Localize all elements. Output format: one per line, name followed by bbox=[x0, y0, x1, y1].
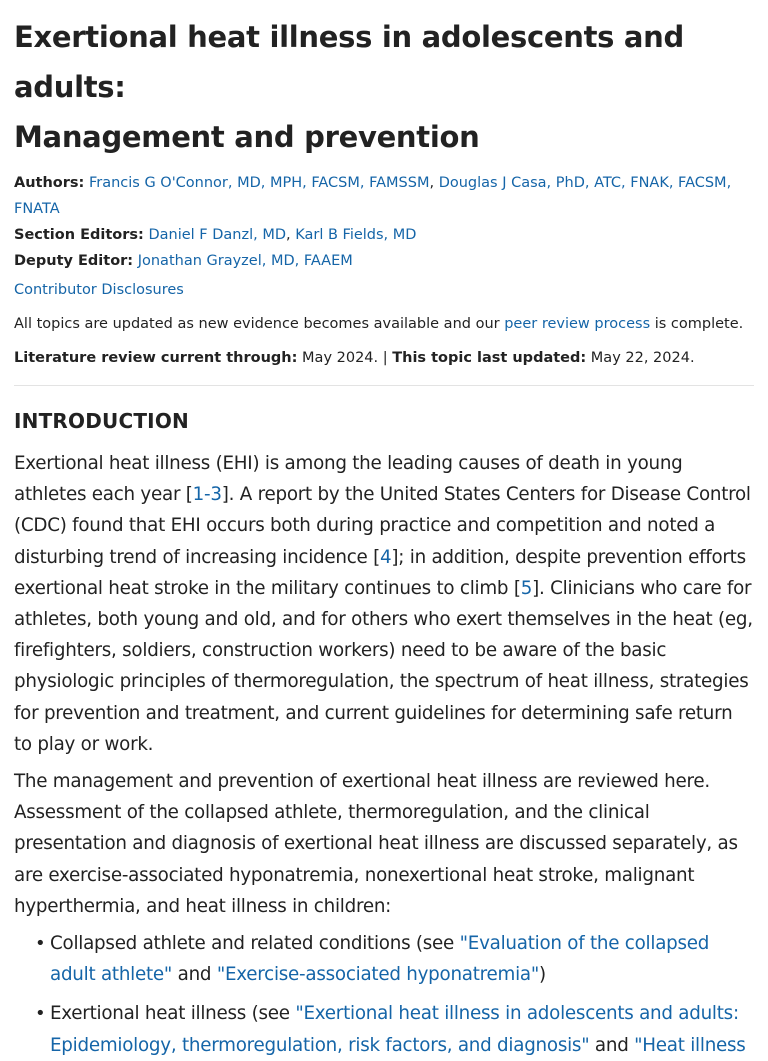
topic-link-ehi-epidemiology[interactable]: "Exertional heat illness in adolescents and adults: Epidemiology, thermoregulation, risk factors, and diagnosis" bbox=[50, 1003, 739, 1056]
bullet-1-text-pre: Collapsed athlete and related conditions (see bbox=[50, 933, 460, 955]
contributor-disclosures-link[interactable]: Contributor Disclosures bbox=[14, 282, 184, 298]
list-item bbox=[35, 998, 754, 1060]
section-editor-link-danzl[interactable]: Daniel F Danzl, MD bbox=[148, 227, 287, 243]
section-editors-row bbox=[14, 222, 754, 248]
last-updated-label: This topic last updated: bbox=[392, 350, 587, 366]
section-editors-label: Section Editors: bbox=[14, 227, 144, 243]
bullet-1-text-mid: and bbox=[172, 964, 217, 986]
bullet-1-text-post: ) bbox=[539, 964, 546, 986]
topic-link-hyponatremia[interactable]: "Exercise-associated hyponatremia" bbox=[216, 964, 540, 986]
bullet-2-text-pre: Exertional heat illness (see bbox=[50, 1003, 296, 1025]
related-topics-list bbox=[14, 928, 754, 1061]
literature-review-value: May 2024. | bbox=[297, 350, 393, 366]
update-note-text-post: is complete. bbox=[650, 316, 744, 332]
update-policy-note bbox=[14, 314, 754, 334]
section-editor-link-fields[interactable]: Karl B Fields, MD bbox=[295, 227, 417, 243]
peer-review-process-link[interactable]: peer review process bbox=[504, 316, 651, 332]
intro-p1-text-a: Exertional heat illness (EHI) is among the leading causes of death in young athletes each year [ bbox=[14, 453, 683, 506]
topic-link-heat-illness-children[interactable]: "Heat illness bbox=[634, 1034, 746, 1056]
deputy-editor-label: Deputy Editor: bbox=[14, 253, 134, 269]
page-title bbox=[14, 12, 754, 162]
title-line-1: Exertional heat illness in adolescents and adults: bbox=[14, 20, 684, 104]
author-casa-line-2: FNATA bbox=[14, 201, 60, 217]
intro-p1-text-b: ]. A report by the United States Centers for Disease Control (CDC) found that EHI occurs both during practice and competition and noted a disturbing trend of increasing incidence [ bbox=[14, 484, 751, 568]
bullet-icon: • bbox=[35, 1003, 46, 1025]
introduction-paragraph-1 bbox=[14, 448, 754, 760]
section-editors-separator: , bbox=[286, 227, 296, 243]
deputy-editor-link-grayzel[interactable]: Jonathan Grayzel, MD, FAAEM bbox=[137, 253, 353, 269]
reference-link-5[interactable]: 5 bbox=[520, 577, 533, 599]
title-line-2: Management and prevention bbox=[14, 120, 480, 154]
topic-page bbox=[0, 12, 768, 1061]
reference-link-1-3[interactable]: 1-3 bbox=[192, 484, 222, 506]
update-note-text-pre: All topics are updated as new evidence becomes available and our bbox=[14, 316, 505, 332]
last-updated-value: May 22, 2024. bbox=[586, 350, 695, 366]
deputy-editor-row bbox=[14, 248, 754, 274]
topic-link-collapsed-athlete[interactable]: "Evaluation of the collapsed adult athlete" bbox=[50, 933, 710, 986]
introduction-paragraph-2: The management and prevention of exertional heat illness are reviewed here. Assessment of the collapsed athlete, thermoregulation, and the clinical presentation and diagnosis of exertional heat illness are discussed separately, as are exercise-associated hyponatremia, nonexertional heat stroke, malignant hyperthermia, and heat illness in children: bbox=[14, 771, 738, 917]
intro-p1-text-d: ]. Clinicians who care for athletes, both young and old, and for others who exert themselves in the heat (eg, firefighters, soldiers, construction workers) need to be aware of the basic physiologic principles of thermoregulation, the spectrum of heat illness, strategies for prevention and treatment, and current guidelines for determining safe return to play or work. bbox=[14, 577, 753, 755]
literature-review-label: Literature review current through: bbox=[14, 350, 298, 366]
authors-label: Authors: bbox=[14, 175, 85, 191]
intro-p1-text-c: ]; in addition, despite prevention efforts exertional heat stroke in the military continues to climb [ bbox=[14, 546, 746, 599]
introduction-heading: INTRODUCTION bbox=[14, 409, 189, 433]
authors-row bbox=[14, 170, 754, 222]
author-casa-line-1: Douglas J Casa, PhD, ATC, FNAK, FACSM, bbox=[438, 175, 732, 191]
author-link-oconnor[interactable]: Francis G O'Connor, MD, MPH, FACSM, FAMSSM bbox=[88, 175, 430, 191]
bullet-2-text-mid: and bbox=[589, 1034, 635, 1056]
list-item bbox=[35, 928, 754, 990]
authors-separator: , bbox=[429, 175, 439, 191]
bullet-icon: • bbox=[35, 933, 46, 955]
reference-link-4[interactable]: 4 bbox=[380, 546, 392, 568]
contributor-disclosures-row bbox=[14, 280, 754, 300]
header-divider bbox=[14, 385, 754, 386]
review-dates bbox=[14, 348, 754, 368]
